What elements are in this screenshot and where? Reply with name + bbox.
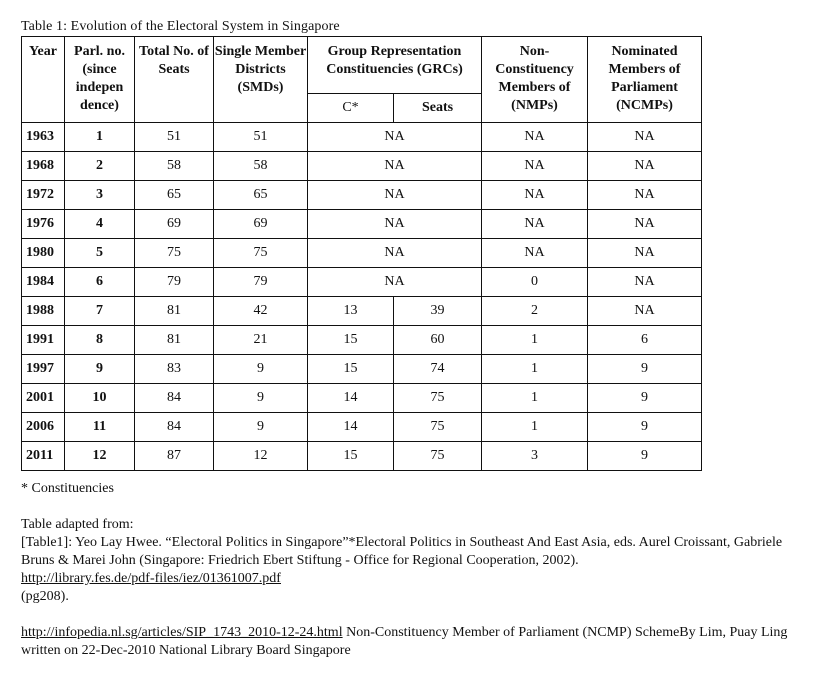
cell-year: 1997 (22, 355, 65, 384)
cell-ncmp: NA (482, 152, 588, 181)
cell-ncmp: 0 (482, 268, 588, 297)
cell-nmp: 9 (588, 413, 702, 442)
cell-parl: 1 (65, 123, 135, 152)
header-total-seats: Total No. of Seats (135, 37, 214, 123)
cell-smd: 21 (214, 326, 308, 355)
cell-smd: 79 (214, 268, 308, 297)
cell-grc: NA (308, 123, 482, 152)
cell-year: 2001 (22, 384, 65, 413)
cell-parl: 11 (65, 413, 135, 442)
cell-year: 1972 (22, 181, 65, 210)
citation-2-text: Non-Constituency Member of Parliament (NCMP) SchemeBy Lim, Puay Ling written on 22-Dec-2010 National Library Board Singapore (21, 625, 788, 658)
citation-1-text: [Table1]: Yeo Lay Hwee. “Electoral Politics in Singapore”*Electoral Politics in Southeast And East Asia, eds. Aurel Croissant, Gabriele Bruns & Marei John (Singapore: Friedrich Ebert Stiftung - Office for Regional Cooperation, 2002). (21, 535, 783, 568)
cell-grc-c: 15 (308, 355, 394, 384)
cell-year: 2006 (22, 413, 65, 442)
cell-nmp: NA (588, 239, 702, 268)
cell-ncmp: NA (482, 210, 588, 239)
cell-nmp: NA (588, 297, 702, 326)
cell-ncmp: 1 (482, 355, 588, 384)
cell-nmp: NA (588, 123, 702, 152)
cell-ncmp: 1 (482, 384, 588, 413)
table-row (22, 297, 702, 326)
cell-parl: 5 (65, 239, 135, 268)
cell-grc-c: 15 (308, 442, 394, 471)
cell-smd: 58 (214, 152, 308, 181)
cell-smd: 9 (214, 413, 308, 442)
cell-nmp: 9 (588, 384, 702, 413)
cell-parl: 9 (65, 355, 135, 384)
cell-year: 1980 (22, 239, 65, 268)
cell-grc-seats: 60 (394, 326, 482, 355)
cell-total: 84 (135, 413, 214, 442)
cell-grc-seats: 74 (394, 355, 482, 384)
cell-grc: NA (308, 239, 482, 268)
cell-smd: 51 (214, 123, 308, 152)
cell-grc-c: 15 (308, 326, 394, 355)
cell-parl: 8 (65, 326, 135, 355)
cell-grc-seats: 75 (394, 384, 482, 413)
cell-parl: 2 (65, 152, 135, 181)
cell-grc: NA (308, 210, 482, 239)
table-row (22, 152, 702, 181)
table-row (22, 181, 702, 210)
cell-nmp: 6 (588, 326, 702, 355)
cell-parl: 7 (65, 297, 135, 326)
cell-smd: 9 (214, 384, 308, 413)
cell-year: 1991 (22, 326, 65, 355)
cell-year: 1988 (22, 297, 65, 326)
cell-grc-c: 14 (308, 384, 394, 413)
cell-nmp: NA (588, 210, 702, 239)
cell-grc-c: 13 (308, 297, 394, 326)
cell-grc-seats: 39 (394, 297, 482, 326)
table-caption: Table 1: Evolution of the Electoral System in Singapore (21, 19, 340, 34)
cell-nmp: 9 (588, 355, 702, 384)
cell-grc: NA (308, 268, 482, 297)
cell-ncmp: 3 (482, 442, 588, 471)
cell-total: 81 (135, 326, 214, 355)
table-row (22, 384, 702, 413)
source-section (21, 516, 811, 660)
header-parl-no: Parl. no. (since indepen dence) (65, 37, 135, 123)
cell-ncmp: NA (482, 181, 588, 210)
cell-nmp: NA (588, 268, 702, 297)
cell-grc-seats: 75 (394, 442, 482, 471)
header-grc: Group Representation Constituencies (GRCs) (308, 37, 482, 94)
cell-ncmp: 1 (482, 326, 588, 355)
spacer (21, 606, 811, 624)
source-link-fes[interactable]: http://library.fes.de/pdf-files/iez/01361007.pdf (21, 571, 281, 586)
header-smd: Single Member Districts (SMDs) (214, 37, 308, 123)
cell-total: 58 (135, 152, 214, 181)
cell-smd: 69 (214, 210, 308, 239)
header-grc-seats: Seats (394, 94, 482, 123)
cell-year: 1984 (22, 268, 65, 297)
cell-total: 83 (135, 355, 214, 384)
cell-ncmp: NA (482, 239, 588, 268)
table-row (22, 239, 702, 268)
cell-smd: 42 (214, 297, 308, 326)
header-ncmp: Non-Constituency Members of (NMPs) (482, 37, 588, 123)
cell-ncmp: NA (482, 123, 588, 152)
cell-grc: NA (308, 152, 482, 181)
cell-total: 51 (135, 123, 214, 152)
source-citation-2 (21, 624, 811, 660)
header-nmp: Nominated Members of Parliament (NCMPs) (588, 37, 702, 123)
cell-year: 1976 (22, 210, 65, 239)
table-row (22, 123, 702, 152)
cell-total: 65 (135, 181, 214, 210)
cell-parl: 6 (65, 268, 135, 297)
cell-grc: NA (308, 181, 482, 210)
source-page: (pg208). (21, 589, 69, 604)
source-citation-1 (21, 534, 811, 588)
cell-grc-seats: 75 (394, 413, 482, 442)
cell-year: 2011 (22, 442, 65, 471)
table-row (22, 355, 702, 384)
cell-smd: 65 (214, 181, 308, 210)
cell-ncmp: 2 (482, 297, 588, 326)
cell-total: 79 (135, 268, 214, 297)
electoral-system-table (21, 36, 702, 471)
cell-ncmp: 1 (482, 413, 588, 442)
table-footnote: * Constituencies (21, 481, 114, 496)
cell-total: 69 (135, 210, 214, 239)
cell-grc-c: 14 (308, 413, 394, 442)
cell-smd: 75 (214, 239, 308, 268)
cell-parl: 3 (65, 181, 135, 210)
cell-nmp: 9 (588, 442, 702, 471)
cell-nmp: NA (588, 152, 702, 181)
cell-parl: 4 (65, 210, 135, 239)
header-grc-constituencies: C* (308, 94, 394, 123)
cell-nmp: NA (588, 181, 702, 210)
cell-parl: 12 (65, 442, 135, 471)
cell-smd: 9 (214, 355, 308, 384)
table-row (22, 326, 702, 355)
table-row (22, 268, 702, 297)
source-link-infopedia[interactable]: http://infopedia.nl.sg/articles/SIP_1743_2010-12-24.html (21, 625, 343, 640)
cell-smd: 12 (214, 442, 308, 471)
table-row (22, 413, 702, 442)
cell-total: 81 (135, 297, 214, 326)
source-intro: Table adapted from: (21, 517, 134, 532)
table-row (22, 442, 702, 471)
cell-year: 1968 (22, 152, 65, 181)
cell-parl: 10 (65, 384, 135, 413)
cell-total: 87 (135, 442, 214, 471)
cell-year: 1963 (22, 123, 65, 152)
header-year: Year (22, 37, 65, 123)
cell-total: 75 (135, 239, 214, 268)
table-row (22, 210, 702, 239)
cell-total: 84 (135, 384, 214, 413)
